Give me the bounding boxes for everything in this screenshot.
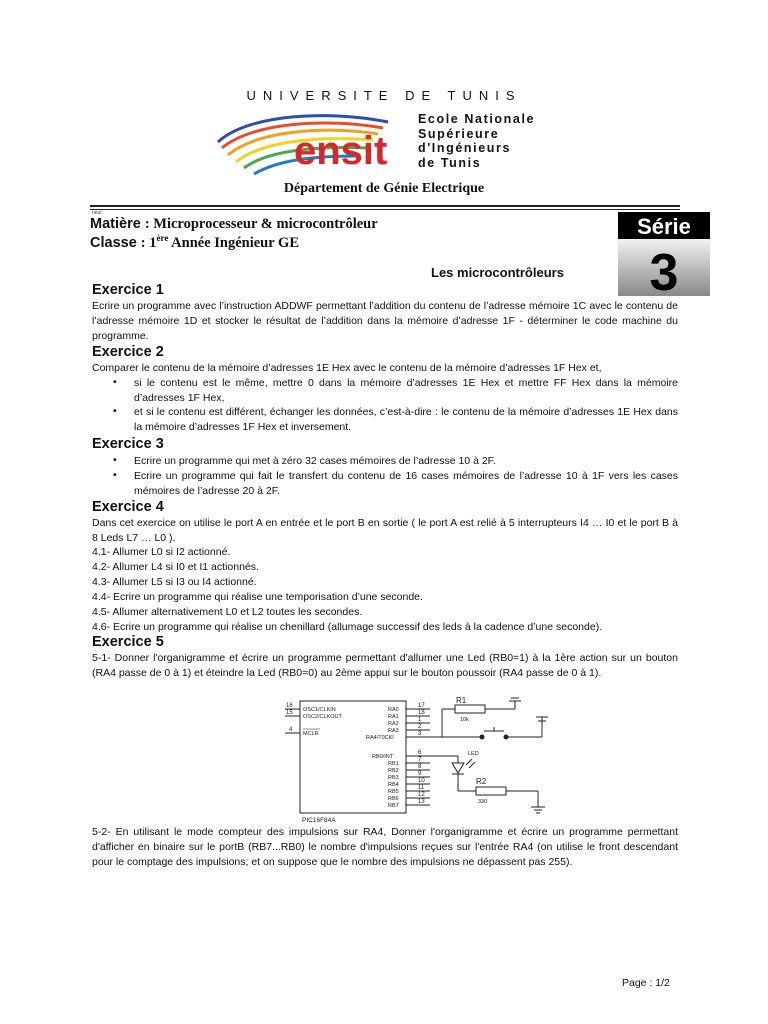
page-number: Page : 1/2 — [622, 977, 670, 989]
exercice-1-text: Ecrire un programme avec l’instruction ADDWF permettant l’addition du contenu de l’adresse mémoire 1C avec le contenu de l’adresse mémoire 1D et stocker le résultat de l’addition dans la mémoire d’adresse 1F - déterminer le code machine du programme. — [92, 300, 678, 343]
exercice-5-title: Exercice 5 — [92, 634, 164, 650]
department-title: Département de Génie Electrique — [283, 181, 485, 196]
bullet: • — [113, 454, 117, 466]
pin-number: 15 — [286, 710, 293, 716]
pin-name: RB4 — [388, 782, 399, 788]
exercice-1-title: Exercice 1 — [92, 282, 164, 298]
r2-label: R2 — [476, 777, 487, 786]
led-label: LED — [468, 751, 479, 757]
pin-name: RB5 — [388, 789, 399, 795]
exercice-3-bullet-1: Ecrire un programme qui met à zéro 32 cases mémoires de l’adresse 10 à 2F. — [134, 455, 496, 467]
exercice-4-item-4: 4.4- Ecrire un programme qui réalise une temporisation d’une seconde. — [92, 591, 423, 603]
serie-label: Série — [637, 214, 691, 239]
pin-name: RA0 — [388, 707, 399, 713]
exercice-2-bullet-1: si le contenu est le même, mettre 0 dans la mémoire d’adresses 1E Hex et mettre FF Hex dans la mémoire d’adresses 1F Hex, — [134, 377, 678, 405]
matiere-line — [90, 216, 378, 233]
pin-name: RA4/T0CKI — [366, 735, 394, 741]
ensit-logo — [208, 108, 408, 186]
pin-name: RA2 — [388, 721, 399, 727]
serie-number: 3 — [649, 244, 679, 296]
pin-name: RB3 — [388, 775, 399, 781]
exercice-4-item-1: 4.1- Allumer L0 si I2 actionné. — [92, 546, 231, 558]
exercice-4-title: Exercice 4 — [92, 499, 164, 515]
pin-name: OSC2/CLKOUT — [303, 714, 342, 720]
bullet: • — [113, 376, 117, 388]
exercice-4-item-2: 4.2- Allumer L4 si I0 et I1 actionnés. — [92, 561, 259, 573]
matiere-value: : Microprocesseur & microcontrôleur — [144, 216, 378, 232]
classe-sup: ère — [156, 233, 169, 243]
bullet: • — [113, 469, 117, 481]
pin-number: 7 — [418, 757, 422, 763]
classe-prefix: : 1 — [140, 234, 157, 251]
classe-value: Année Ingénieur GE — [168, 234, 299, 251]
pin-number: 8 — [418, 764, 422, 770]
pin-name: RB2 — [388, 768, 399, 774]
matiere-label: Matière — [90, 216, 141, 232]
header-divider — [90, 205, 680, 207]
school-line: Ecole Nationale — [418, 112, 536, 126]
exercice-5-part-1: 5-1- Donner l'organigramme et écrire un programme permettant d'allumer une Led (RB0=1) à la 1ère action sur un bouton (RA4 passe de 0 à 1) et éteindre la Led (RB0=0) au 2ème appui sur le bouton poussoir (RA4 passe de 0 à 1). — [92, 652, 678, 680]
pin-number: 1 — [418, 717, 422, 723]
tiny-mark: rieur — [92, 210, 103, 216]
document-subtitle: Les microcontrôleurs — [431, 265, 564, 280]
exercice-4-intro: Dans cet exercice on utilise le port A en entrée et le port B en sortie ( le port A est relié à 5 interrupteurs I4 … I0 et le port B à 8 Leds L7 … L0 ). — [92, 517, 678, 545]
exercice-4-item-6: 4.6- Ecrire un programme qui réalise un chenillard (allumage successif des leds à la cadence d’une seconde). — [92, 621, 603, 633]
logo-text: ensit — [294, 129, 388, 173]
university-name: UNIVERSITE DE TUNIS — [246, 88, 522, 103]
pin-name: RB0/INT — [372, 754, 394, 760]
exercice-4-item-5: 4.5- Allumer alternativement L0 et L2 toutes les secondes. — [92, 606, 363, 618]
exercice-3-title: Exercice 3 — [92, 436, 164, 452]
pin-number: 11 — [418, 785, 425, 791]
serie-badge — [618, 212, 710, 296]
pin-name: RB7 — [388, 803, 399, 809]
bullet: • — [113, 405, 117, 417]
school-line: de Tunis — [418, 155, 482, 170]
pin-number: 3 — [418, 731, 422, 737]
pin-name: MCLR — [303, 731, 319, 737]
pin-number: 18 — [418, 710, 425, 716]
pin-number: 6 — [418, 750, 422, 756]
pin-name: RB6 — [388, 796, 399, 802]
pin-number: 9 — [418, 771, 422, 777]
pin-number: 4 — [289, 727, 293, 733]
r2-value: 330 — [478, 799, 488, 805]
pin-name: RA3 — [388, 728, 399, 734]
pin-number: 10 — [418, 778, 425, 784]
circuit-schematic — [280, 695, 560, 823]
exercice-3-bullet-2: Ecrire un programme qui fait le transfert du contenu de 16 cases mémoires de l’adresse 10 à 1F vers les cases mémoires de l’adresse 20 à 2F. — [134, 470, 678, 498]
chip-label: PIC16F84A — [302, 817, 336, 823]
r1-value: 10k — [460, 717, 469, 723]
pin-name: RA1 — [388, 714, 399, 720]
r1-label: R1 — [456, 696, 467, 705]
pin-number: 17 — [418, 703, 425, 709]
pin-number: 13 — [418, 799, 425, 805]
exercice-2-intro: Comparer le contenu de la mémoire d’adresses 1E Hex avec le contenu de la mémoire d’adresses 1F Hex et, — [92, 362, 602, 374]
classe-label: Classe — [90, 234, 137, 251]
header-divider-thin — [90, 209, 680, 210]
school-line: Supérieure — [418, 126, 500, 141]
pin-number: 2 — [418, 724, 422, 730]
exercice-2-title: Exercice 2 — [92, 344, 164, 360]
exercice-4-item-3: 4.3- Allumer L5 si I3 ou I4 actionné. — [92, 576, 257, 588]
school-line: d'Ingénieurs — [418, 141, 512, 155]
classe-line — [90, 233, 299, 252]
pin-number: 12 — [418, 792, 425, 798]
school-name — [418, 112, 535, 170]
pin-number: 16 — [286, 703, 293, 709]
pin-name: OSC1/CLKIN — [303, 707, 336, 713]
pin-name: RB1 — [388, 761, 399, 767]
exercice-5-part-2: 5-2- En utilisant le mode compteur des impulsions sur RA4, Donner l'organigramme et écrire un programme permettant d'afficher en binaire sur le portB (RB7...RB0) le nombre d'impulsions reçues sur l'entrée RA4 (on utilise le front descendant pour le comptage des impulsions; et on suppose que le nombre des impulsions ne dépassent pas 255). — [92, 826, 678, 869]
exercice-2-bullet-2: et si le contenu est différent, échanger les données, c’est-à-dire : le contenu de la mémoire d’adresses 1E Hex dans la mémoire d’adresses 1F Hex et inversement. — [134, 406, 678, 434]
